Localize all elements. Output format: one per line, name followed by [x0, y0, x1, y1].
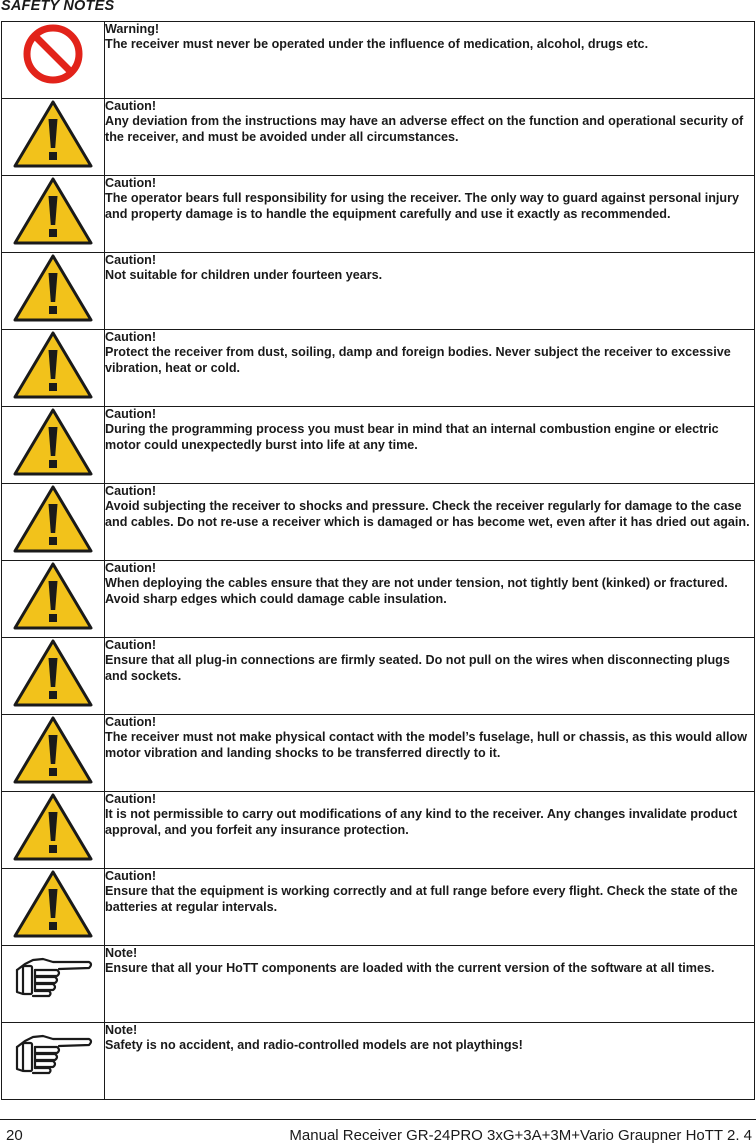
note-heading: Warning!	[105, 22, 160, 36]
note-text-cell	[105, 407, 755, 484]
note-heading: Caution!	[105, 561, 157, 575]
warning-triangle-icon	[2, 484, 104, 554]
note-icon-cell	[2, 99, 105, 176]
note-icon-cell	[2, 22, 105, 99]
footer-divider	[0, 1119, 756, 1120]
note-text-cell	[105, 176, 755, 253]
warning-triangle-icon	[2, 715, 104, 785]
note-row	[2, 253, 755, 330]
note-heading: Caution!	[105, 407, 157, 421]
note-icon-cell	[2, 869, 105, 946]
note-row	[2, 792, 755, 869]
section-title: SAFETY NOTES	[1, 0, 115, 14]
note-heading: Caution!	[105, 330, 157, 344]
note-text: Ensure that all your HoTT components are loaded with the current version of the software at all times.	[105, 961, 715, 976]
pointing-hand-icon	[2, 1023, 104, 1079]
note-icon-cell	[2, 946, 105, 1023]
note-text: When deploying the cables ensure that they are not under tension, not tightly bent (kinked) or fractured. Avoid sharp edges which could damage cable insulation.	[105, 576, 728, 606]
note-text-cell	[105, 330, 755, 407]
note-row	[2, 638, 755, 715]
note-text: The receiver must not make physical contact with the model’s fuselage, hull or chassis, as this would allow motor vibration and landing shocks to be transferred directly to it.	[105, 730, 747, 760]
note-row	[2, 946, 755, 1023]
safety-notes-table	[1, 21, 755, 1100]
note-icon-cell	[2, 330, 105, 407]
note-heading: Caution!	[105, 869, 157, 883]
note-text-cell	[105, 869, 755, 946]
note-text-cell	[105, 1023, 755, 1100]
note-heading: Caution!	[105, 484, 157, 498]
note-icon-cell	[2, 715, 105, 792]
note-text-cell	[105, 253, 755, 330]
note-text-cell	[105, 792, 755, 869]
note-row	[2, 561, 755, 638]
note-heading: Caution!	[105, 715, 157, 729]
note-text: It is not permissible to carry out modifications of any kind to the receiver. Any changes invalidate product approval, and you forfeit any insurance protection.	[105, 807, 738, 837]
note-text: The receiver must never be operated under the influence of medication, alcohol, drugs etc.	[105, 37, 649, 52]
note-icon-cell	[2, 792, 105, 869]
note-icon-cell	[2, 253, 105, 330]
note-text-cell	[105, 715, 755, 792]
note-text: Ensure that the equipment is working correctly and at full range before every flight. Check the state of the batteries at regular intervals.	[105, 884, 738, 914]
warning-triangle-icon	[2, 176, 104, 246]
warning-triangle-icon	[2, 407, 104, 477]
note-icon-cell	[2, 1023, 105, 1100]
warning-triangle-icon	[2, 638, 104, 708]
warning-triangle-icon	[2, 99, 104, 169]
note-text: During the programming process you must bear in mind that an internal combustion engine or electric motor could unexpectedly burst into life at any time.	[105, 422, 719, 452]
pointing-hand-icon	[2, 946, 104, 1002]
note-row	[2, 407, 755, 484]
note-text-cell	[105, 99, 755, 176]
note-row	[2, 1023, 755, 1100]
note-row	[2, 176, 755, 253]
note-heading: Caution!	[105, 99, 157, 113]
warning-triangle-icon	[2, 792, 104, 862]
note-heading: Caution!	[105, 792, 157, 806]
note-icon-cell	[2, 561, 105, 638]
note-row	[2, 22, 755, 99]
note-text: Any deviation from the instructions may have an adverse effect on the function and operational security of the receiver, and must be avoided under all circumstances.	[105, 114, 744, 144]
note-text: Not suitable for children under fourteen years.	[105, 268, 383, 283]
note-row	[2, 484, 755, 561]
note-row	[2, 99, 755, 176]
note-icon-cell	[2, 638, 105, 715]
note-text-cell	[105, 22, 755, 99]
note-text-cell	[105, 484, 755, 561]
note-row	[2, 869, 755, 946]
note-text: Protect the receiver from dust, soiling, damp and foreign bodies. Never subject the receiver to excessive vibration, heat or cold.	[105, 345, 731, 375]
note-text-cell	[105, 561, 755, 638]
footer-title: Manual Receiver GR-24PRO 3xG+3A+3M+Vario Graupner HoTT 2. 4	[289, 1127, 752, 1144]
note-text-cell	[105, 946, 755, 1023]
note-heading: Note!	[105, 946, 138, 960]
note-text: Ensure that all plug-in connections are firmly seated. Do not pull on the wires when disconnecting plugs and sockets.	[105, 653, 730, 683]
prohibition-icon	[2, 22, 104, 86]
warning-triangle-icon	[2, 253, 104, 323]
note-heading: Note!	[105, 1023, 138, 1037]
note-icon-cell	[2, 176, 105, 253]
note-icon-cell	[2, 484, 105, 561]
note-text: The operator bears full responsibility for using the receiver. The only way to guard against personal injury and property damage is to handle the equipment carefully and use it exactly as recommended.	[105, 191, 740, 221]
note-heading: Caution!	[105, 253, 157, 267]
warning-triangle-icon	[2, 330, 104, 400]
warning-triangle-icon	[2, 561, 104, 631]
warning-triangle-icon	[2, 869, 104, 939]
note-text: Avoid subjecting the receiver to shocks and pressure. Check the receiver regularly for damage to the case and cables. Do not re-use a receiver which is damaged or has become wet, even after it has dried out again.	[105, 499, 750, 529]
page-number: 20	[6, 1127, 23, 1144]
note-icon-cell	[2, 407, 105, 484]
note-row	[2, 715, 755, 792]
note-row	[2, 330, 755, 407]
note-text: Safety is no accident, and radio-controlled models are not playthings!	[105, 1038, 523, 1053]
note-text-cell	[105, 638, 755, 715]
note-heading: Caution!	[105, 176, 157, 190]
note-heading: Caution!	[105, 638, 157, 652]
